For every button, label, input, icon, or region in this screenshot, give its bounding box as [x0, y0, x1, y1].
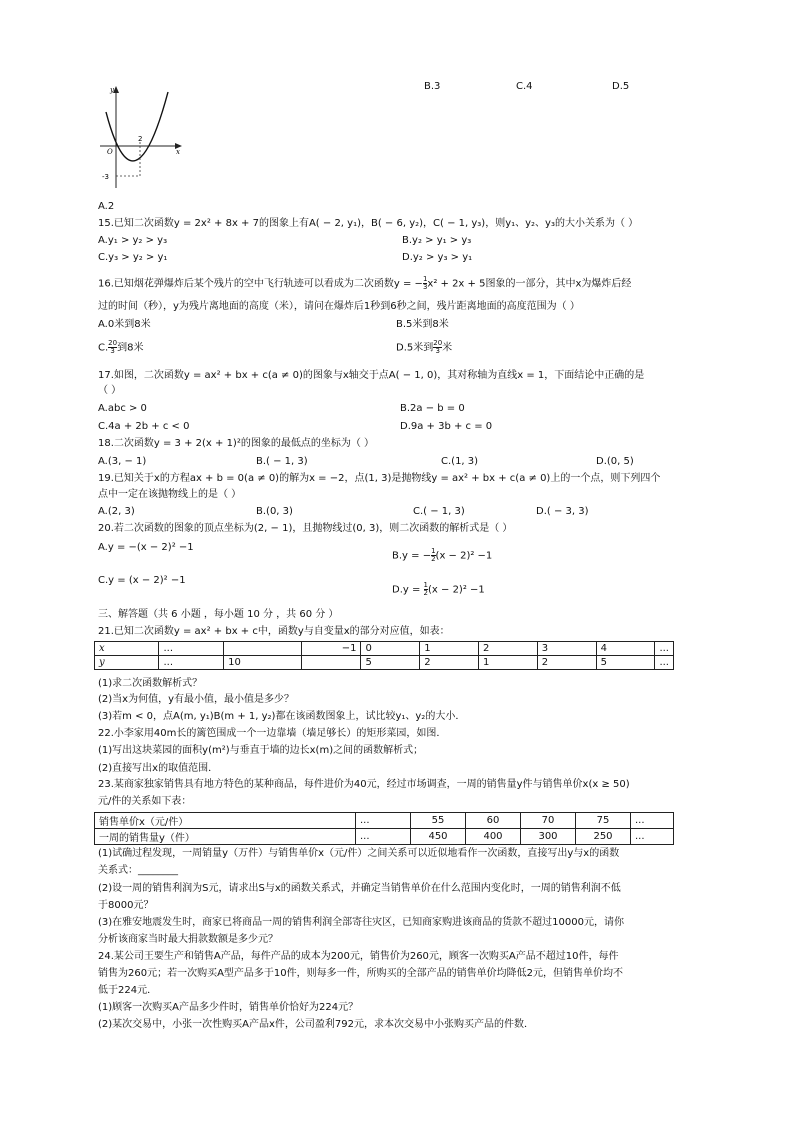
table-cell: 75	[576, 813, 631, 829]
q17-option-b: B.2a − b = 0	[400, 403, 465, 414]
q20-option-d	[392, 582, 485, 598]
q16-c-fraction	[108, 340, 117, 355]
table-cell: 10	[224, 656, 302, 670]
q20-option-c: C.y = (x − 2)² −1	[98, 575, 186, 586]
q21-table	[94, 641, 674, 670]
q17-option-d: D.9a + 3b + c = 0	[400, 421, 493, 432]
q15-stem: 15.已知二次函数y = 2x² + 8x + 7的图象上有A( − 2, y₁)，B( − 6, y₂)，C( − 1, y₃)，则y₁、y₂、y₃的大小关系为（ ）	[98, 218, 639, 229]
table-cell: 一周的销售量y（件）	[95, 829, 356, 845]
q20-b-pre: B.y = −	[392, 550, 432, 562]
table-cell: 1	[420, 642, 479, 656]
table-cell: ...	[356, 813, 411, 829]
q23-table-row-price	[95, 813, 674, 829]
table-cell: ...	[655, 656, 674, 670]
q24-line2: 销售为260元；若一次购买A型产品多于10件，则每多一件，所购买的全部产品的销售单价均降低2元，但销售单价均不	[98, 968, 624, 979]
table-cell	[224, 642, 302, 656]
q21-table-row-x	[95, 642, 674, 656]
q16-d-num: 20	[433, 339, 443, 347]
q16-line1-pre: 16.已知烟花弹爆炸后某个残片的空中飞行轨迹可以看成为二次函数y = −	[98, 278, 423, 290]
q16-d-fraction	[433, 340, 442, 355]
q18-stem: 18.二次函数y = 3 + 2(x + 1)²的图象的最低点的坐标为（ ）	[98, 438, 375, 449]
q19-line1: 19.已知关于x的方程ax + b = 0(a ≠ 0)的解为x = −2，点(1, 3)是抛物线y = ax² + bx + c(a ≠ 0)上的一个点，则下列四个	[98, 473, 661, 484]
q23-part2-line2: 于8000元？	[98, 900, 154, 911]
q18-option-d: D.(0, 5)	[596, 456, 634, 467]
option-c: C.4	[516, 81, 533, 92]
q16-c-den: 3	[110, 347, 115, 355]
q21-table-row-y	[95, 656, 674, 670]
q20-b-num: 1	[431, 547, 436, 555]
q16-d-post: 米	[442, 342, 453, 354]
q20-d-den: 2	[423, 589, 429, 597]
table-cell: ...	[159, 656, 224, 670]
q15-option-b: B.y₂ > y₁ > y₃	[402, 235, 472, 246]
q23-line1: 23.某商家独家销售具有地方特色的某种商品，每件进价为40元，经过市场调查，一周的销售量y件与销售单价x(x ≥ 50)	[98, 779, 630, 790]
q15-option-d: D.y₂ > y₃ > y₁	[402, 252, 473, 263]
q22-stem: 22.小李家用40m长的篱笆围成一个一边靠墙（墙足够长）的矩形菜园，如图．	[98, 728, 447, 739]
q23-table	[94, 812, 674, 845]
option-b: B.3	[424, 81, 441, 92]
table-cell: ...	[631, 813, 674, 829]
q21-part1: (1)求二次函数解析式？	[98, 678, 203, 689]
table-cell: ...	[356, 829, 411, 845]
q20-option-b	[392, 548, 492, 564]
q19-option-b: B.(0, 3)	[256, 506, 293, 517]
q16-frac-den: 3	[422, 283, 428, 291]
q16-line2: 过的时间（秒），y为残片离地面的高度（米），请问在爆炸后1秒到6秒之间，残片距离地面的高度范围为（ ）	[98, 301, 580, 312]
q23-part3-line2: 分析该商家当时最大捐款数额是多少元？	[98, 934, 278, 945]
q18-option-b: B.( − 1, 3)	[256, 456, 308, 467]
q22-part2: (2)直接写出x的取值范围．	[98, 763, 219, 774]
option-a: A.2	[98, 201, 115, 212]
q16-d-den: 3	[435, 347, 440, 355]
table-cell: 1	[479, 656, 538, 670]
q23-part3-line1: (3)在雅安地震发生时，商家已将商品一周的销售利润全部寄往灾区，已知商家购进该商品的货款不超过10000元，请你	[98, 917, 624, 928]
section-3-heading: 三、解答题（共 6 小题 ，每小题 10 分 ，共 60 分 ）	[98, 609, 339, 620]
q20-d-pre: D.y =	[392, 584, 424, 596]
table-cell: 0	[361, 642, 420, 656]
q20-d-post: (x − 2)² −1	[428, 584, 485, 596]
q20-d-num: 1	[423, 581, 429, 589]
table-cell: x	[95, 642, 159, 656]
q17-option-a: A.abc > 0	[98, 403, 147, 414]
q23-part1-line2: 关系式：________	[98, 865, 178, 876]
table-cell: 销售单价x（元/件）	[95, 813, 356, 829]
q19-option-a: A.(2, 3)	[98, 506, 135, 517]
q16-option-c	[98, 340, 143, 356]
q16-option-b: B.5米到8米	[396, 319, 449, 330]
table-cell: 4	[596, 642, 655, 656]
table-cell: ...	[631, 829, 674, 845]
q21-stem: 21.已知二次函数y = ax² + bx + c中，函数y与自变量x的部分对应值，如表：	[98, 626, 450, 637]
q16-frac-num: 1	[422, 275, 428, 283]
q17-line1: 17.如图，二次函数y = ax² + bx + c(a ≠ 0)的图象与x轴交于点A( − 1, 0)，其对称轴为直线x = 1，下面结论中正确的是	[98, 370, 645, 381]
q16-line1	[98, 276, 631, 292]
q16-c-num: 20	[108, 339, 118, 347]
table-cell: 70	[521, 813, 576, 829]
graph-x-label: x	[176, 148, 180, 156]
table-cell: 3	[537, 642, 596, 656]
table-cell: 2	[537, 656, 596, 670]
q21-part2: (2)当x为何值，y有最小值，最小值是多少？	[98, 694, 295, 705]
q19-line2: 点中一定在该抛物线上的是（ ）	[98, 489, 242, 500]
option-d: D.5	[612, 81, 630, 92]
q16-option-a: A.0米到8米	[98, 319, 151, 330]
table-cell: ...	[159, 642, 224, 656]
parabola-graph	[96, 84, 186, 192]
q18-option-c: C.(1, 3)	[441, 456, 479, 467]
q23-part1-line1: (1)试确过程发现，一周销量y（万件）与销售单价x（元/件）之间关系可以近似地看作一次函数，直接写出y与x的函数	[98, 848, 620, 859]
q16-d-pre: D.5米到	[396, 342, 434, 354]
table-cell: 55	[411, 813, 466, 829]
table-cell: 300	[521, 829, 576, 845]
graph-y-label: y	[110, 86, 114, 94]
graph-origin-label: O	[107, 148, 113, 156]
table-cell: 5	[596, 656, 655, 670]
q22-part1: (1)写出这块菜园的面积y(m²)与垂直于墙的边长x(m)之间的函数解析式；	[98, 745, 424, 756]
graph-tick-neg3: -3	[102, 173, 109, 181]
q20-stem: 20.若二次函数的图象的顶点坐标为(2, − 1)，且抛物线过(0, 3)，则二次函数的解析式是（ ）	[98, 523, 513, 534]
table-cell: y	[95, 656, 159, 670]
q21-part3: (3)若m < 0，点A(m, y₁)B(m + 1, y₂)都在该函数图象上，试比较y₁、y₂的大小．	[98, 711, 466, 722]
table-cell: 5	[361, 656, 420, 670]
q24-line3: 低于224元．	[98, 985, 158, 996]
q24-part1: (1)顾客一次购买A产品多少件时，销售单价恰好为224元？	[98, 1002, 359, 1013]
q16-c-post: 到8米	[117, 342, 144, 354]
q24-part2: (2)某次交易中，小张一次性购买A产品x件，公司盈利792元，求本次交易中小张购买产品的件数．	[98, 1019, 535, 1030]
q15-option-c: C.y₃ > y₂ > y₁	[98, 252, 168, 263]
table-cell: 60	[466, 813, 521, 829]
q17-line2: （ ）	[98, 385, 122, 396]
table-cell	[302, 656, 361, 670]
q20-b-post: (x − 2)² −1	[435, 550, 493, 562]
q23-line2: 元/件的关系如下表：	[98, 796, 192, 807]
table-cell: 250	[576, 829, 631, 845]
graph-tick-2: 2	[138, 135, 143, 143]
table-cell: −1	[302, 642, 361, 656]
q20-option-a: A.y = −(x − 2)² −1	[98, 542, 194, 553]
q16-line1-post: x² + 2x + 5图象的一部分，其中x为爆炸后经	[427, 278, 632, 290]
q20-b-den: 2	[431, 555, 436, 563]
table-cell: 450	[411, 829, 466, 845]
table-cell: 400	[466, 829, 521, 845]
table-cell: 2	[479, 642, 538, 656]
q18-option-a: A.(3, − 1)	[98, 456, 147, 467]
q17-option-c: C.4a + 2b + c < 0	[98, 421, 190, 432]
q23-table-row-volume	[95, 829, 674, 845]
q23-part2-line1: (2)设一周的销售利润为S元，请求出S与x的函数关系式，并确定当销售单价在什么范围内变化时，一周的销售利润不低	[98, 883, 621, 894]
q15-option-a: A.y₁ > y₂ > y₃	[98, 235, 168, 246]
q24-line1: 24.某公司王要生产和销售A产品，每件产品的成本为200元，销售价为260元，顾客一次购买A产品不超过10件，每件	[98, 951, 619, 962]
q16-c-pre: C.	[98, 342, 109, 354]
q19-option-d: D.( − 3, 3)	[536, 506, 589, 517]
table-cell: 2	[420, 656, 479, 670]
q19-option-c: C.( − 1, 3)	[413, 506, 465, 517]
table-cell: ...	[655, 642, 674, 656]
q16-option-d	[396, 340, 452, 356]
